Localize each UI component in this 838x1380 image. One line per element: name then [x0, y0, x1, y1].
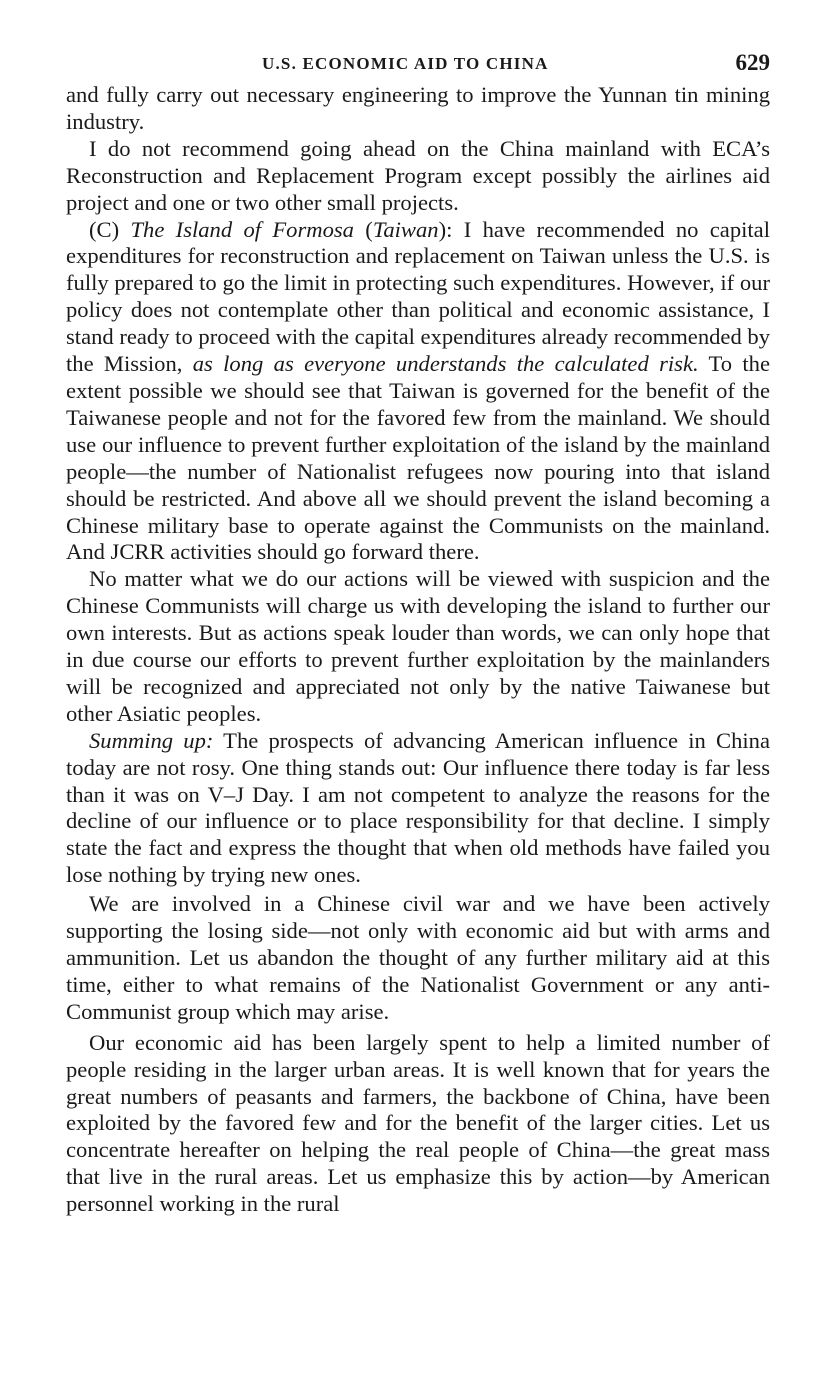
- section-label: (C): [89, 216, 131, 242]
- paragraph-5: [66, 728, 770, 889]
- paragraph-4: No matter what we do our actions will be viewed with suspicion and the Chinese Communists will charge us with developing the island to further our own interests. But as actions speak louder than words, we can only hope that in due course our efforts to prevent further exploitation by the mainlanders will be recognized and appreciated not only by the native Taiwanese but other Asiatic peoples.: [66, 566, 770, 726]
- paragraph-3-body-1: I have recommended no capital expenditures for reconstruction and replacement on Taiwan unless the U.S. is fully prepared to go the limit in protecting such expenditures. However, if our policy does not contemplate other than political and economic assistance, I stand ready to proceed with the capital expenditures already recommended by the Mission,: [66, 216, 770, 377]
- paragraph-6: We are involved in a Chinese civil war and we have been actively supporting the losing side—not only with economic aid but with arms and ammunition. Let us abandon the thought of any further military aid at this time, either to what remains of the Nationalist Government or any anti-Communist group which may arise.: [66, 891, 770, 1024]
- page-number: 629: [735, 50, 770, 75]
- paren-close: ):: [438, 216, 464, 242]
- paragraph-2: I do not recommend going ahead on the China mainland with ECA’s Reconstruction and Replacement Program except possibly the airlines aid project and one or two other small projects.: [66, 135, 770, 215]
- paragraph-3: [66, 217, 770, 567]
- section-heading: The Island of Formosa: [130, 216, 354, 242]
- running-title: U.S. ECONOMIC AID TO CHINA: [262, 54, 549, 73]
- summing-up-label: Summing up:: [89, 727, 214, 753]
- taiwan-term: Taiwan: [372, 216, 439, 242]
- document-page: [66, 48, 770, 1218]
- paragraph-1: and fully carry out necessary engineering to improve the Yunnan tin mining industry.: [66, 82, 770, 134]
- calculated-risk-phrase: as long as everyone understands the calculated risk.: [192, 351, 699, 377]
- page-header: [66, 48, 770, 82]
- paragraph-7: Our economic aid has been largely spent to help a limited number of people residing in the larger urban areas. It is well known that for years the great numbers of peasants and farmers, the backbone of China, have been exploited by the favored few and for the benefit of the larger cities. Let us concentrate hereafter on helping the real people of China—the great mass that live in the rural areas. Let us emphasize this by action—by American personnel working in the rural: [66, 1029, 770, 1217]
- paragraph-5-body: The prospects of advancing American influence in China today are not rosy. One thing stands out: Our influence there today is far less than it was on V–J Day. I am not competent to analyze the reasons for the decline of our influence or to place responsibility for that decline. I simply state the fact and express the thought that when old methods have failed you lose nothing by trying new ones.: [66, 727, 770, 888]
- paragraph-3-body-2: To the extent possible we should see that Taiwan is governed for the benefit of the Taiwanese people and not for the favored few from the mainland. We should use our influence to prevent further exploitation of the island by the mainland people—the number of Nationalist refugees now pouring into that island should be restricted. And above all we should prevent the island becoming a Chinese military base to operate against the Communists on the mainland. And JCRR activities should go forward there.: [66, 351, 770, 565]
- paren-open: (: [353, 216, 373, 242]
